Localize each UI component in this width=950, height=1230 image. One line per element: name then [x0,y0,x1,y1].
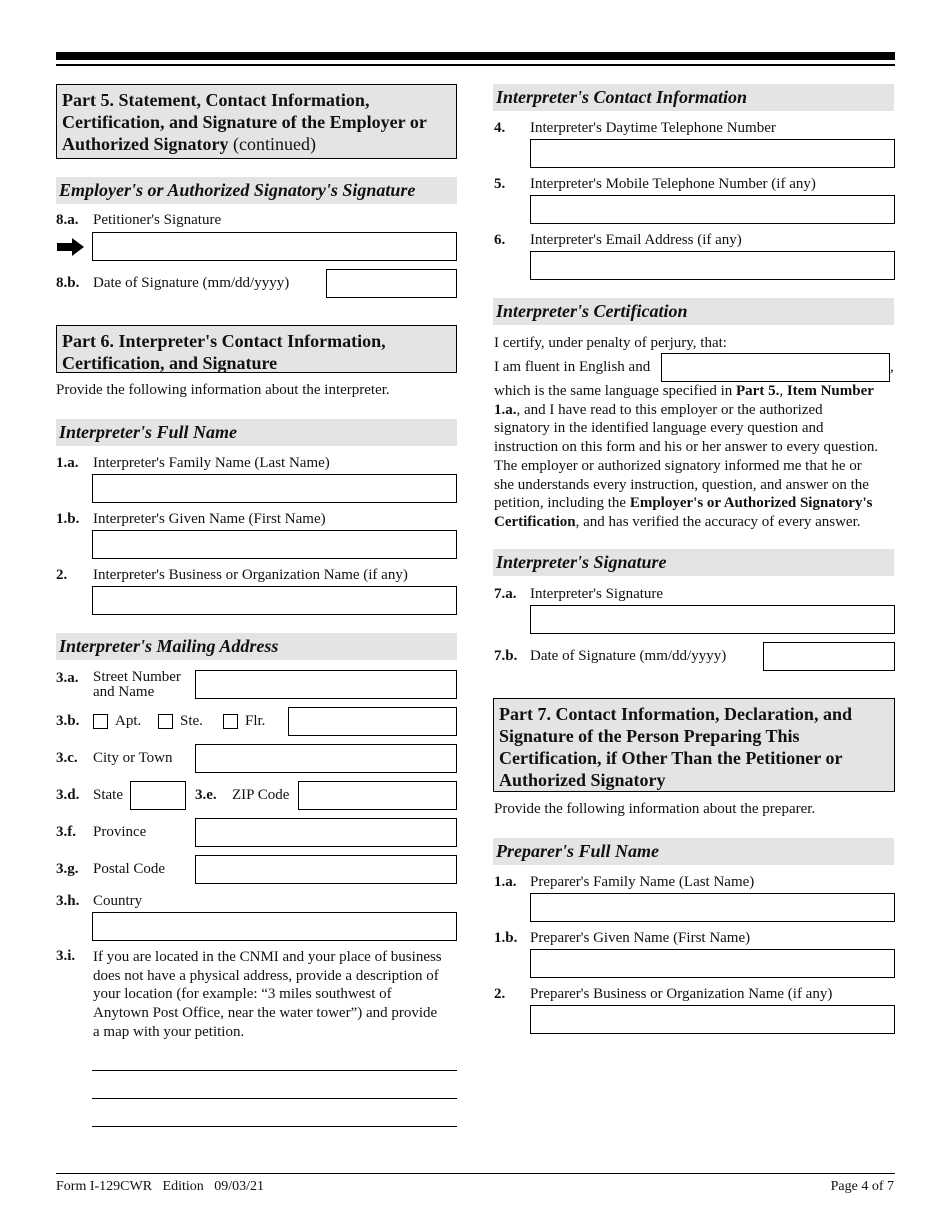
street-input[interactable] [195,670,457,699]
language-input[interactable] [661,353,890,382]
item-2-number: 2. [56,567,68,583]
interpreter-given-name-input[interactable] [92,530,457,559]
cert-text: , [779,383,787,399]
cert-text: , and has verified the accuracy of every answer. [575,513,861,530]
item-6-label: Interpreter's Email Address (if any) [530,232,742,248]
item-5-number: 5. [494,176,506,192]
province-input[interactable] [195,818,457,847]
item-3a-label-line1: Street Number [93,669,181,685]
page-number: Page 4 of 7 [830,1179,894,1194]
language-comma: , [890,359,894,375]
part6-title: Part 6. Interpreter's Contact Information, Certification, and Signature [62,331,386,373]
preparer-family-name-input[interactable] [530,893,895,922]
item-3f-label: Province [93,824,147,840]
item-8b-number: 8.b. [56,275,80,291]
cert-bold: Part 5. [736,383,780,399]
item-1b-label: Interpreter's Given Name (First Name) [93,511,326,527]
item-3i-line: your location (for example: “3 miles southwest of [93,986,392,1003]
ste-checkbox[interactable] [158,714,173,729]
location-description-line[interactable] [92,1098,457,1099]
item-3i-line: Anytown Post Office, near the water tower”) and provide [93,1005,438,1022]
part5-header [56,84,457,159]
item-3g-number: 3.g. [56,861,79,877]
item-3i-line: a map with your petition. [93,1023,245,1040]
flr-label: Flr. [245,713,266,729]
apt-label: Apt. [115,713,142,729]
apt-checkbox[interactable] [93,714,108,729]
preparer-item-1b-number: 1.b. [494,930,518,946]
item-3c-label: City or Town [93,750,173,766]
cert-line: she understands every instruction, question, and answer on the [494,476,869,493]
certification-text [494,382,899,532]
interpreter-signature-date-field[interactable] [763,642,895,671]
part7-intro: Provide the following information about the preparer. [494,801,816,817]
item-3i-line: If you are located in the CNMI and your place of business [93,949,442,965]
interpreter-signature-field[interactable] [530,605,895,634]
interpreter-certification-section: Interpreter's Certification [493,298,894,325]
preparer-item-1a-number: 1.a. [494,874,517,890]
interpreter-mailing-section: Interpreter's Mailing Address [56,633,457,660]
item-3d-number: 3.d. [56,787,80,803]
item-3h-number: 3.h. [56,893,80,909]
state-select[interactable] [130,781,186,810]
item-5-label: Interpreter's Mobile Telephone Number (if any) [530,176,816,192]
item-1b-number: 1.b. [56,511,80,527]
location-description-line[interactable] [92,1126,457,1127]
part6-intro: Provide the following information about the interpreter. [56,382,390,398]
mobile-phone-input[interactable] [530,195,895,224]
cert-line [494,494,899,513]
part5-title: Part 5. Statement, Contact Information, Certification, and Signature of the Employer or Authorized Signatory [62,90,427,154]
cert-line [494,382,899,401]
certification-intro: I certify, under penalty of perjury, that: [494,335,727,351]
preparer-organization-input[interactable] [530,1005,895,1034]
part7-header [493,698,895,792]
item-8a-number: 8.a. [56,212,79,228]
item-4-number: 4. [494,120,506,136]
top-rule-thin [56,64,895,66]
cert-line [494,401,899,420]
ste-label: Ste. [180,713,203,729]
interpreter-signature-section: Interpreter's Signature [493,549,894,576]
preparer-full-name-section: Preparer's Full Name [493,838,894,865]
fluent-label: I am fluent in English and [494,359,651,375]
item-8a-label: Petitioner's Signature [93,212,222,228]
country-input[interactable] [92,912,457,941]
footer-rule [56,1173,895,1174]
form-edition: Form I-129CWR Edition 09/03/21 [56,1179,265,1194]
item-3e-number: 3.e. [195,787,217,803]
part5-continued: (continued) [233,134,316,154]
interpreter-contact-section: Interpreter's Contact Information [493,84,894,111]
cert-line: signatory in the identified language every question and [494,420,824,437]
employer-signature-section: Employer's or Authorized Signatory's Signature [56,177,457,204]
item-3a-label [93,670,181,700]
cert-text: , and I have read to this employer or the authorized [516,401,823,418]
cert-line [494,513,899,532]
cert-text: which is the same language specified in [494,383,737,399]
daytime-phone-input[interactable] [530,139,895,168]
item-7a-label: Interpreter's Signature [530,586,664,602]
preparer-item-1b-label: Preparer's Given Name (First Name) [530,930,751,946]
preparer-item-2-label: Preparer's Business or Organization Name (if any) [530,986,833,1002]
item-1a-label: Interpreter's Family Name (Last Name) [93,455,330,471]
item-1a-number: 1.a. [56,455,79,471]
item-3g-label: Postal Code [93,861,166,877]
city-input[interactable] [195,744,457,773]
part7-title: Part 7. Contact Information, Declaration, and Signature of the Person Preparing This Certification, if Other Than the Petitioner or Authorized Signatory [499,704,852,790]
preparer-given-name-input[interactable] [530,949,895,978]
item-3i-number: 3.i. [56,948,76,964]
item-3e-label: ZIP Code [232,787,290,803]
interpreter-organization-input[interactable] [92,586,457,615]
item-3h-label: Country [93,893,143,909]
zip-code-input[interactable] [298,781,457,810]
cert-line: instruction on this form and his or her answer to every question. [494,439,879,456]
interpreter-family-name-input[interactable] [92,474,457,503]
cert-bold: 1.a. [494,401,517,418]
item-7b-number: 7.b. [494,648,518,664]
email-input[interactable] [530,251,895,280]
cert-line: The employer or authorized signatory informed me that he or [494,457,862,474]
postal-code-input[interactable] [195,855,457,884]
cert-text: petition, including the [494,495,630,512]
petitioner-signature-field[interactable] [92,232,457,261]
item-3i-description [93,948,459,1042]
item-8b-label: Date of Signature (mm/dd/yyyy) [93,275,290,291]
part6-header [56,325,457,373]
item-7a-number: 7.a. [494,586,517,602]
item-4-label: Interpreter's Daytime Telephone Number [530,120,776,136]
location-description-line[interactable] [92,1070,457,1071]
preparer-item-2-number: 2. [494,986,506,1002]
item-3b-number: 3.b. [56,713,80,729]
item-3d-label: State [93,787,123,803]
item-3i-line: does not have a physical address, provide a description of [93,967,439,984]
item-6-number: 6. [494,232,506,248]
cert-bold: Certification [494,513,576,530]
item-3a-label-line2: and Name [93,684,155,700]
interpreter-full-name-section: Interpreter's Full Name [56,419,457,446]
flr-checkbox[interactable] [223,714,238,729]
item-3c-number: 3.c. [56,750,78,766]
top-rule-thick [56,52,895,60]
unit-number-input[interactable] [288,707,457,736]
arrow-right-icon [57,238,85,256]
preparer-item-1a-label: Preparer's Family Name (Last Name) [530,874,755,890]
item-7b-label: Date of Signature (mm/dd/yyyy) [530,648,727,664]
item-2-label: Interpreter's Business or Organization Name (if any) [93,567,408,583]
cert-bold: Employer's or Authorized Signatory's [629,495,873,512]
signature-date-field[interactable] [326,269,457,298]
cert-bold: Item Number [786,383,874,399]
item-3f-number: 3.f. [56,824,76,840]
item-3a-number: 3.a. [56,670,79,686]
